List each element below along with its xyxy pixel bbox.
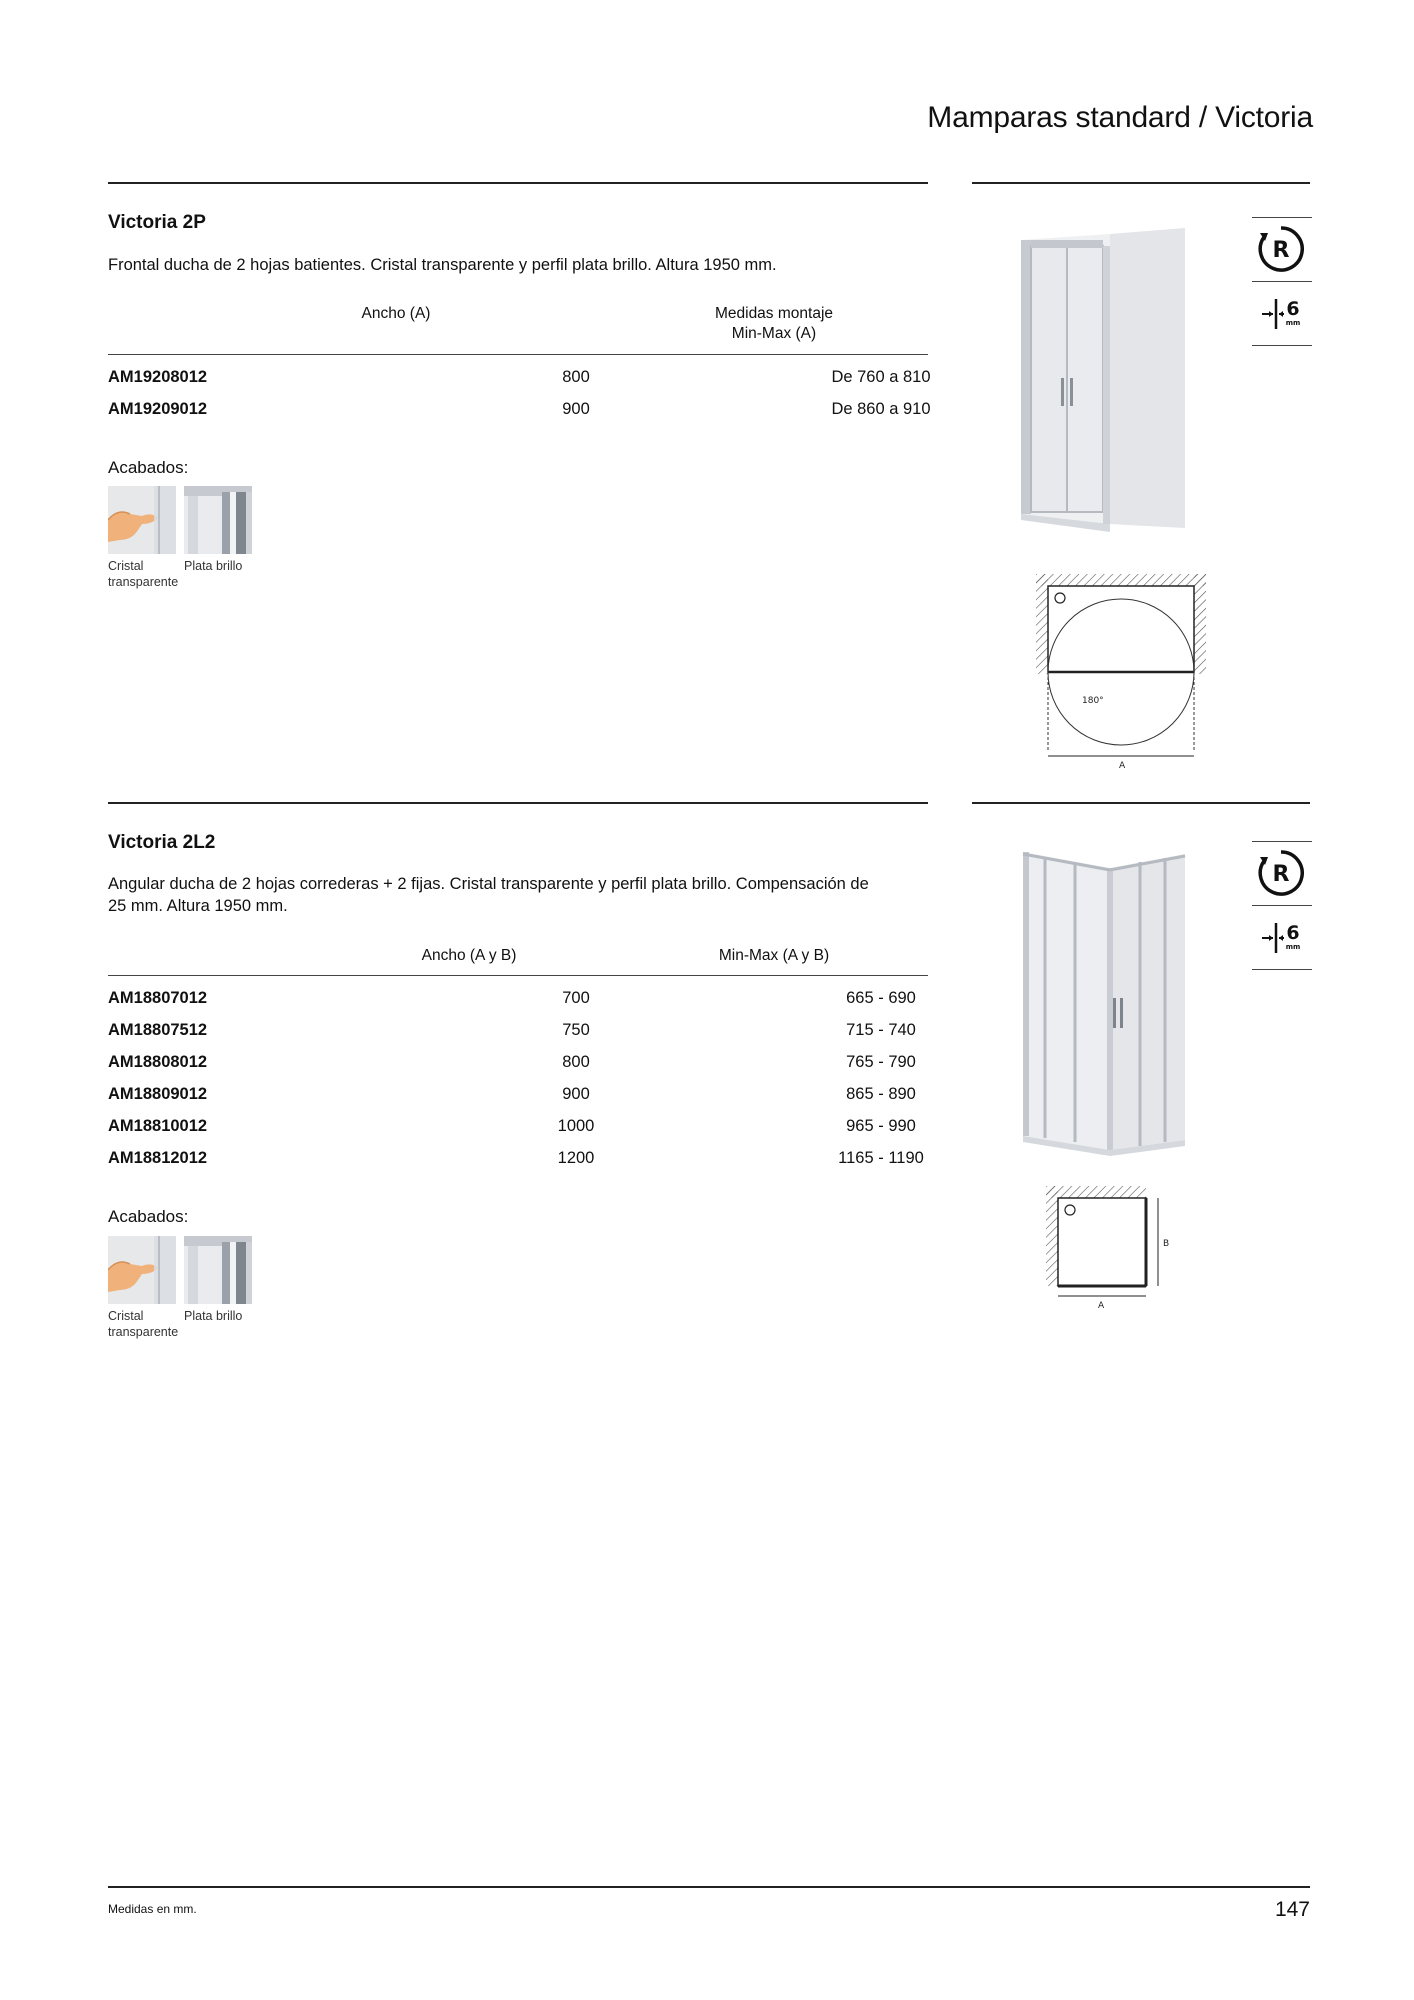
product-code: AM18807512	[108, 1021, 208, 1039]
caption-line: transparente	[108, 575, 179, 589]
caption-line: Cristal	[108, 1309, 144, 1323]
table-row	[108, 1085, 928, 1115]
width-value: 1200	[557, 1149, 595, 1167]
dimension-a-label: A	[1119, 761, 1126, 770]
reversible-icon	[1250, 218, 1312, 280]
product-description-line1: Angular ducha de 2 hojas correderas + 2 fijas. Cristal transparente y perfil plata brillo. Compensación de	[108, 875, 869, 893]
table-row	[108, 989, 928, 1019]
page-title: Mamparas standard / Victoria	[927, 101, 1313, 134]
product-code: AM19208012	[108, 368, 208, 386]
range-value: 765 - 790	[846, 1053, 916, 1071]
product-code: AM19209012	[108, 400, 208, 418]
swatch-clear-glass	[108, 486, 176, 554]
column-header-range-line2: Min-Max (A)	[731, 325, 817, 342]
swatch-caption-clear-glass	[108, 558, 178, 590]
section-divider-right	[972, 182, 1310, 184]
thickness-unit: mm	[1285, 319, 1301, 327]
range-value: 1165 - 1190	[838, 1149, 924, 1167]
range-value: 965 - 990	[846, 1117, 916, 1135]
silver-profile-icon	[184, 486, 252, 554]
product-title: Victoria 2L2	[108, 832, 216, 853]
thickness-value: 6	[1286, 922, 1300, 944]
width-value: 900	[562, 1085, 590, 1103]
swatch-silver-profile	[184, 1236, 252, 1304]
table-row	[108, 1117, 928, 1147]
thickness-unit: mm	[1285, 943, 1301, 951]
product-code: AM18808012	[108, 1053, 208, 1071]
table-row	[108, 1149, 928, 1179]
reversible-letter: R	[1272, 862, 1290, 887]
table-row	[108, 1053, 928, 1083]
finishes-label: Acabados:	[108, 458, 189, 477]
caption-line: transparente	[108, 1325, 179, 1339]
column-header-width: Ancho (A)	[361, 305, 431, 322]
range-value: 715 - 740	[846, 1021, 916, 1039]
page-number: 147	[1274, 1898, 1310, 1921]
swatch-clear-glass	[108, 1236, 176, 1304]
hand-glass-icon	[108, 486, 176, 554]
width-value: 700	[562, 989, 590, 1007]
dimension-b-label: B	[1163, 1239, 1170, 1249]
reversible-r-icon	[1256, 224, 1306, 274]
product-description-line2: 25 mm. Altura 1950 mm.	[108, 897, 288, 915]
width-value: 800	[562, 1053, 590, 1071]
footer-note: Medidas en mm.	[108, 1902, 197, 1916]
swatch-silver-profile	[184, 486, 252, 554]
reversible-icon	[1250, 842, 1312, 904]
finishes-label: Acabados:	[108, 1207, 189, 1226]
table-row	[108, 400, 931, 430]
footer-rule	[108, 1886, 1310, 1888]
caption-line: Plata brillo	[184, 1309, 243, 1323]
product-photo-2l2	[1015, 850, 1195, 1160]
product-code: AM18810012	[108, 1117, 208, 1135]
product-description	[108, 873, 948, 917]
glass-thickness-icon	[1250, 282, 1312, 344]
column-header-range	[664, 304, 884, 344]
thickness-value: 6	[1286, 298, 1300, 320]
plan-diagram-2l2	[1046, 1186, 1176, 1310]
range-value: De 760 a 810	[831, 368, 931, 386]
product-code: AM18809012	[108, 1085, 208, 1103]
product-description: Frontal ducha de 2 hojas batientes. Cristal transparente y perfil plata brillo. Altura 1950 mm.	[108, 256, 777, 274]
swatch-caption-clear-glass	[108, 1308, 178, 1340]
thickness-6mm-icon	[1256, 293, 1306, 333]
section-divider	[108, 802, 928, 804]
thickness-6mm-icon	[1256, 917, 1306, 957]
product-photo-2p	[975, 228, 1195, 538]
range-value: 665 - 690	[846, 989, 916, 1007]
caption-line: Plata brillo	[184, 559, 243, 573]
product-code: AM18807012	[108, 989, 208, 1007]
reversible-letter: R	[1272, 238, 1290, 263]
hand-glass-icon	[108, 1236, 176, 1304]
width-value: 1000	[557, 1117, 595, 1135]
width-value: 800	[562, 368, 590, 386]
swatch-caption-silver	[184, 1308, 242, 1324]
icon-rule	[1252, 345, 1312, 346]
width-value: 750	[562, 1021, 590, 1039]
column-header-width: Ancho (A y B)	[421, 947, 517, 964]
plan-diagram-2p	[1036, 574, 1214, 770]
angle-label: 180°	[1082, 696, 1104, 706]
icon-rule	[1252, 969, 1312, 970]
caption-line: Cristal	[108, 559, 144, 573]
range-value: De 860 a 910	[831, 400, 931, 418]
table-row	[108, 1021, 928, 1051]
range-value: 865 - 890	[846, 1085, 916, 1103]
product-title: Victoria 2P	[108, 212, 206, 233]
product-code: AM18812012	[108, 1149, 208, 1167]
dimension-a-label: A	[1098, 1301, 1105, 1310]
reversible-r-icon	[1256, 848, 1306, 898]
section-divider-right	[972, 802, 1310, 804]
column-header-range-line1: Medidas montaje	[714, 305, 834, 322]
section-divider	[108, 182, 928, 184]
table-header-rule	[108, 354, 928, 355]
swatch-caption-silver	[184, 558, 242, 574]
table-header-rule	[108, 975, 928, 976]
column-header-range: Min-Max (A y B)	[718, 947, 830, 964]
glass-thickness-icon	[1250, 906, 1312, 968]
table-row	[108, 368, 931, 398]
width-value: 900	[562, 400, 590, 418]
silver-profile-icon	[184, 1236, 252, 1304]
